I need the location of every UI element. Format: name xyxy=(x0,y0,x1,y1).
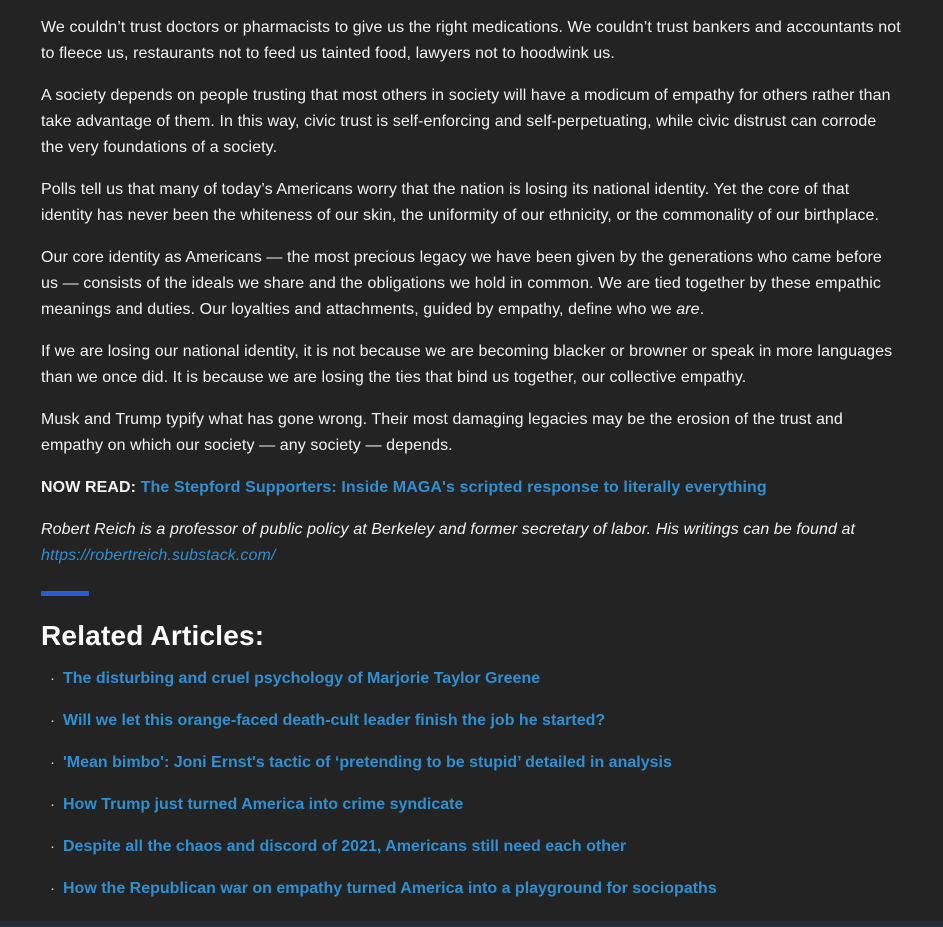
bullet-icon: · xyxy=(50,880,55,897)
bullet-icon: · xyxy=(50,754,55,771)
article-paragraph: Musk and Trump typify what has gone wrong. Their most damaging legacies may be the erosion of the trust and empathy on which our society — any society — depends. xyxy=(41,411,843,454)
article-paragraph xyxy=(41,245,901,323)
author-bio-text: Robert Reich is a professor of public policy at Berkeley and former secretary of labor. His writings can be found at xyxy=(41,521,856,538)
section-divider xyxy=(41,591,89,596)
now-read-label: NOW READ: xyxy=(41,479,141,496)
related-articles-list xyxy=(41,669,901,899)
bullet-icon: · xyxy=(50,796,55,813)
author-substack-link[interactable]: https://robertreich.substack.com/ xyxy=(41,547,276,564)
bullet-icon: · xyxy=(50,670,55,687)
related-article-item xyxy=(41,795,901,815)
related-article-link[interactable]: The disturbing and cruel psychology of Marjorie Taylor Greene xyxy=(63,670,541,687)
related-article-item xyxy=(41,669,901,689)
article-paragraph: Polls tell us that many of today’s Americans worry that the nation is losing its national identity. Yet the core of that identity has never been the whiteness of our skin, the uniformity of our ethnicity, or the commonality of our birthplace. xyxy=(41,181,880,224)
paragraph-text: Our core identity as Americans — the most precious legacy we have been given by the generations who came before us — consists of the ideals we share and the obligations we hold in common. We are tied together by these empathic meanings and duties. Our loyalties and attachments, guided by empathy, define who we xyxy=(41,249,882,318)
related-article-item xyxy=(41,711,901,731)
related-article-item xyxy=(41,753,901,773)
article-paragraph: A society depends on people trusting that most others in society will have a modicum of empathy for others rather than take advantage of them. In this way, civic trust is self-enforcing and self-perpetuating, while civic distrust can corrode the very foundations of a society. xyxy=(41,87,891,156)
author-bio xyxy=(41,517,901,569)
now-read-row xyxy=(41,475,901,501)
related-article-link[interactable]: 'Mean bimbo': Joni Ernst's tactic of ‘pretending to be stupid’ detailed in analysis xyxy=(63,754,672,771)
related-article-link[interactable]: Despite all the chaos and discord of 2021, Americans still need each other xyxy=(63,838,627,855)
article-paragraph: We couldn’t trust doctors or pharmacists to give us the right medications. We couldn’t trust bankers and accountants not to fleece us, restaurants not to feed us tainted food, lawyers not to hoodwink us. xyxy=(41,19,901,62)
related-article-item xyxy=(41,879,901,899)
now-read-link[interactable]: The Stepford Supporters: Inside MAGA's scripted response to literally everything xyxy=(140,479,767,496)
related-articles-heading: Related Articles: xyxy=(41,620,265,651)
related-article-link[interactable]: Will we let this orange-faced death-cult leader finish the job he started? xyxy=(63,712,606,729)
article-paragraph: If we are losing our national identity, it is not because we are becoming blacker or browner or speak in more languages than we once did. It is because we are losing the ties that bind us together, our collective empathy. xyxy=(41,343,893,386)
bullet-icon: · xyxy=(50,712,55,729)
bullet-icon: · xyxy=(50,838,55,855)
related-article-link[interactable]: How Trump just turned America into crime syndicate xyxy=(63,796,464,813)
next-content-edge xyxy=(0,921,943,927)
related-article-item xyxy=(41,837,901,857)
related-article-link[interactable]: How the Republican war on empathy turned America into a playground for sociopaths xyxy=(63,880,717,897)
emphasis-text: are xyxy=(676,301,700,318)
paragraph-text: . xyxy=(699,301,705,318)
